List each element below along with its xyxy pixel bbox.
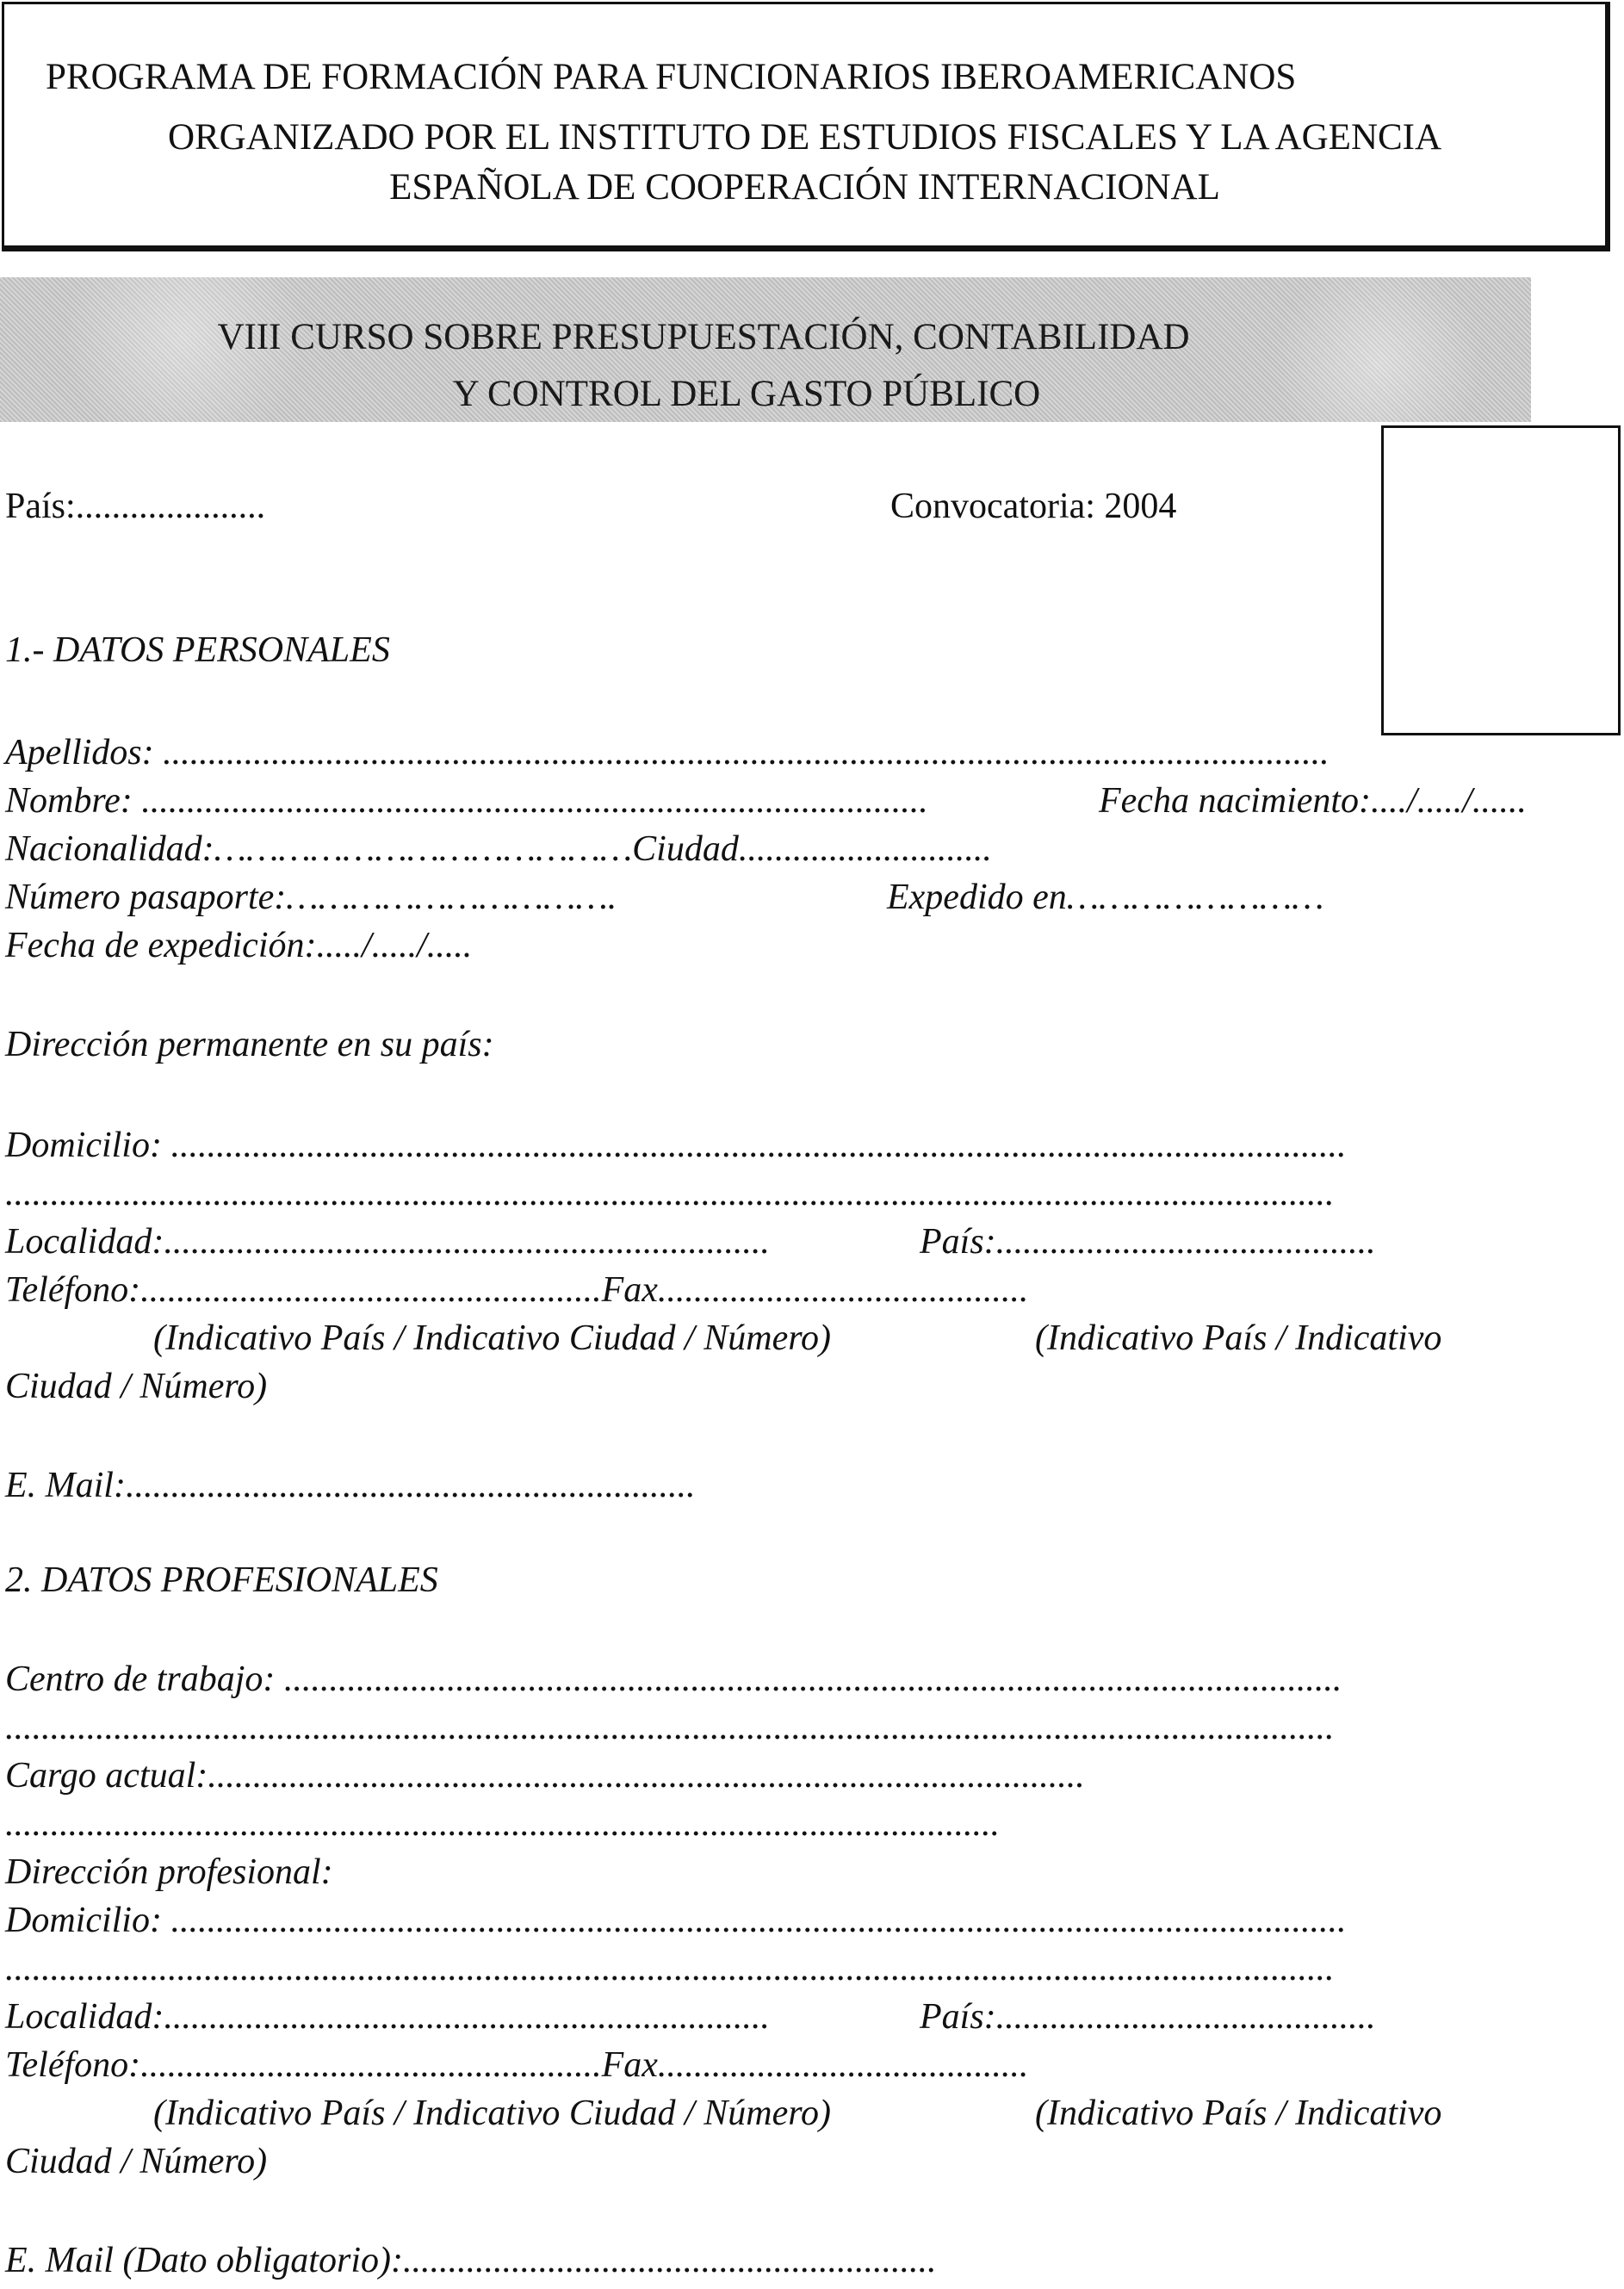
telefono-profesional-format-hint: (Indicativo País / Indicativo Ciudad / Número) <box>153 2094 831 2133</box>
fax-profesional-format-hint: (Indicativo País / Indicativo <box>1035 2094 1442 2133</box>
direccion-permanente-label: Dirección permanente en su país: <box>5 1025 494 1064</box>
course-title-line-2: Y CONTROL DEL GASTO PÚBLICO <box>452 374 1041 414</box>
pais-profesional-field[interactable]: País:.......................................... <box>920 1997 1376 2037</box>
fax-format-hint-wrap: Ciudad / Número) <box>5 1367 268 1406</box>
photo-box[interactable] <box>1381 425 1621 735</box>
convocatoria-label: Convocatoria: 2004 <box>890 487 1177 526</box>
email-profesional-field[interactable]: E. Mail (Dato obligatorio):........................................................... <box>5 2241 937 2280</box>
cargo-actual-continuation-field[interactable]: .............................................................................................................. <box>5 1804 1000 1844</box>
apellidos-field[interactable]: Apellidos: ................................................................................................................................. <box>5 733 1330 772</box>
telefono-fax-field[interactable]: Teléfono:...................................................Fax......................................... <box>5 1270 1029 1310</box>
fecha-nacimiento-field[interactable]: Fecha nacimiento:..../...../...... <box>1099 781 1527 821</box>
section-personal-title: 1.- DATOS PERSONALES <box>5 630 390 670</box>
course-title-line-1: VIII CURSO SOBRE PRESUPUESTACIÓN, CONTABILIDAD <box>217 317 1190 357</box>
centro-trabajo-continuation-field[interactable]: ................................................................................................................................................... <box>5 1708 1335 1747</box>
pasaporte-field[interactable]: Número pasaporte:…………………………. <box>5 878 617 917</box>
header-line-1: PROGRAMA DE FORMACIÓN PARA FUNCIONARIOS IBEROAMERICANOS <box>46 57 1297 97</box>
country-field[interactable]: País:..................... <box>5 487 266 526</box>
telefono-fax-profesional-field[interactable]: Teléfono:...................................................Fax......................................... <box>5 2045 1029 2085</box>
domicilio-profesional-continuation-field[interactable]: ................................................................................................................................................... <box>5 1949 1335 1988</box>
direccion-profesional-label: Dirección profesional: <box>5 1852 333 1892</box>
header-box <box>2 2 1610 251</box>
localidad-field[interactable]: Localidad:................................................................... <box>5 1222 770 1262</box>
header-line-2: ORGANIZADO POR EL INSTITUTO DE ESTUDIOS FISCALES Y LA AGENCIA <box>167 117 1442 158</box>
domicilio-profesional-field[interactable]: Domicilio: .................................................................................................................................. <box>5 1901 1347 1940</box>
nombre-field[interactable]: Nombre: ....................................................................................... <box>5 781 928 821</box>
pais-field[interactable]: País:.......................................... <box>920 1222 1376 1262</box>
nacionalidad-ciudad-field[interactable]: Nacionalidad:…………………………………Ciudad............................ <box>5 829 992 869</box>
cargo-actual-field[interactable]: Cargo actual:................................................................................................. <box>5 1756 1085 1796</box>
fecha-expedicion-field[interactable]: Fecha de expedición:...../...../..... <box>5 926 473 965</box>
telefono-format-hint: (Indicativo País / Indicativo Ciudad / Número) <box>153 1318 831 1358</box>
fax-format-hint: (Indicativo País / Indicativo <box>1035 1318 1442 1358</box>
domicilio-field[interactable]: Domicilio: .................................................................................................................................. <box>5 1126 1347 1165</box>
header-line-3: ESPAÑOLA DE COOPERACIÓN INTERNACIONAL <box>389 167 1220 208</box>
centro-trabajo-field[interactable]: Centro de trabajo: ..................................................................................................................... <box>5 1659 1342 1699</box>
fax-profesional-format-hint-wrap: Ciudad / Número) <box>5 2142 268 2181</box>
course-banner <box>0 277 1531 422</box>
email-field[interactable]: E. Mail:............................................................... <box>5 1466 696 1505</box>
section-professional-title: 2. DATOS PROFESIONALES <box>5 1560 438 1600</box>
domicilio-continuation-field[interactable]: ................................................................................................................................................... <box>5 1174 1335 1213</box>
expedido-field[interactable]: Expedido en…………………… <box>887 878 1324 917</box>
localidad-profesional-field[interactable]: Localidad:................................................................... <box>5 1997 770 2037</box>
